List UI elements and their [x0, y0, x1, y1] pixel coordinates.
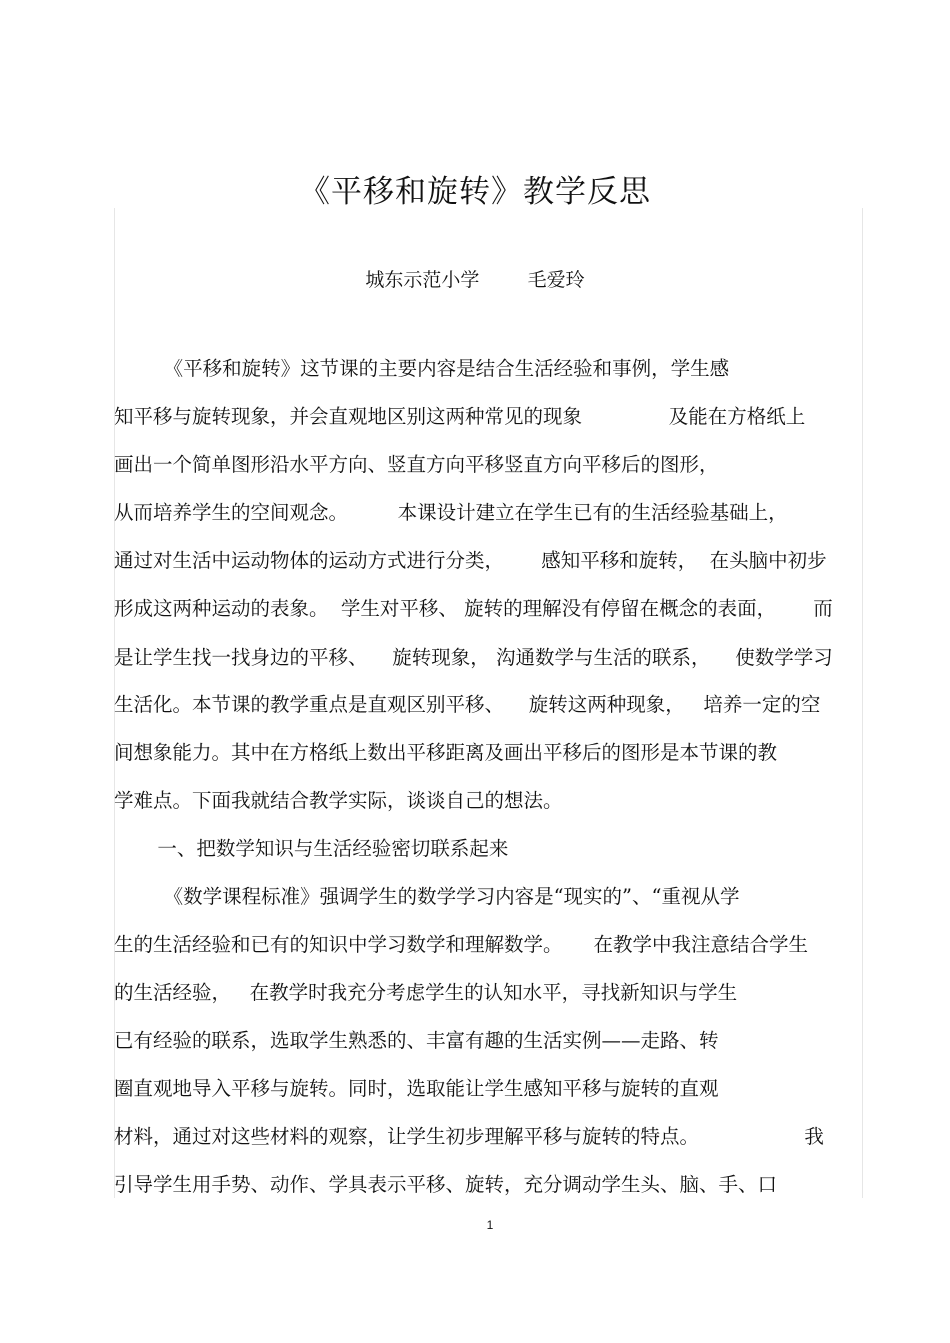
body-line-3: 画出一个简单图形沿水平方向、竖直方向平移竖直方向平移后的图形， [114, 453, 719, 476]
body-line-17: 引导学生用手势、动作、学具表示平移、旋转，充分调动学生头、脑、手、口 [114, 1173, 778, 1196]
body-line-4: 从而培养学生的空间观念。 本课设计建立在学生已有的生活经验基础上， [114, 501, 788, 524]
body-line-6: 形成这两种运动的表象。 学生对平移、 旋转的理解没有停留在概念的表面， 而 [114, 597, 833, 620]
author-line: 城东示范小学 毛爱玲 [365, 269, 585, 291]
document-title: 《平移和旋转》教学反思 [299, 174, 651, 210]
section-heading-1: 一、把数学知识与生活经验密切联系起来 [114, 837, 509, 860]
body-line-7: 是让学生找一找身边的平移、 旋转现象， 沟通数学与生活的联系， 使数学学习 [114, 646, 833, 669]
body-line-2: 知平移与旋转现象，并会直观地区别这两种常见的现象 及能在方格纸上 [114, 405, 806, 428]
body-line-5: 通过对生活中运动物体的运动方式进行分类， 感知平移和旋转， 在头脑中初步 [114, 549, 827, 572]
body-line-13: 的生活经验， 在教学时我充分考虑学生的认知水平，寻找新知识与学生 [114, 981, 738, 1004]
body-line-14: 已有经验的联系，选取学生熟悉的、丰富有趣的生活实例——走路、转 [114, 1029, 719, 1052]
body-line-1: 《平移和旋转》这节课的主要内容是结合生活经验和事例，学生感 [114, 357, 730, 380]
body-line-15: 圈直观地导入平移与旋转。同时，选取能让学生感知平移与旋转的直观 [114, 1077, 719, 1100]
body-line-11: 《数学课程标准》强调学生的数学学习内容是“现实的”、“重视从学 [114, 885, 740, 908]
body-line-12: 生的生活经验和已有的知识中学习数学和理解数学。 在教学中我注意结合学生 [114, 933, 808, 956]
body-line-16: 材料，通过对这些材料的观察，让学生初步理解平移与旋转的特点。 我 [114, 1125, 824, 1148]
body-line-9: 间想象能力。其中在方格纸上数出平移距离及画出平移后的图形是本节课的教 [114, 741, 778, 764]
frame-right-line [862, 208, 863, 1198]
body-line-8: 生活化。本节课的教学重点是直观区别平移、 旋转这两种现象， 培养一定的空 [114, 693, 821, 716]
page-number: 1 [486, 1218, 494, 1232]
body-line-10: 学难点。下面我就结合教学实际，谈谈自己的想法。 [114, 789, 563, 812]
